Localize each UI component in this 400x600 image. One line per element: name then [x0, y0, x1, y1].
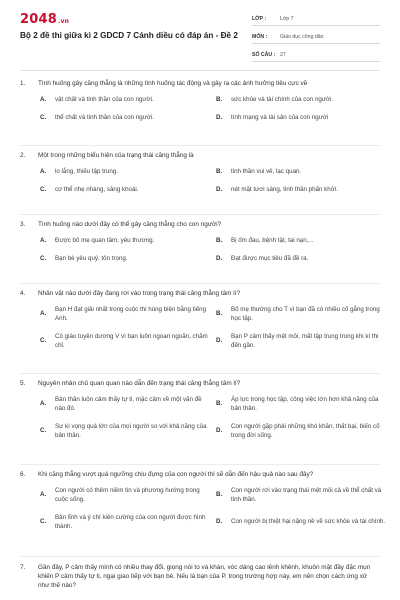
option-d[interactable]: D. Bạn P cảm thấy mệt mỏi, mất tập trung trong khi kì thi đến gần. [216, 332, 379, 349]
question-divider [20, 464, 380, 465]
question-4 [20, 290, 380, 351]
question-text: Tình huống gây căng thẳng là những tình huống tác động và gây ra các ảnh hưởng tiêu cực về [38, 80, 308, 87]
option-d[interactable]: D. Đạt được mục tiêu đã đề ra. [216, 254, 309, 262]
question-text: Khi căng thẳng vượt quá ngưỡng chịu đựng của con người thì sẽ dẫn đến hậu quả nào sau đây? [38, 471, 314, 478]
meta-question-count: SỐ CÂU : 27 [252, 48, 380, 62]
question-divider [20, 283, 380, 284]
option-c[interactable]: C. Cô giáo tuyên dương V vì bạn luôn ngoan ngoãn, chăm chỉ. [40, 332, 208, 349]
question-divider [20, 214, 380, 215]
question-number: 3. [20, 221, 26, 228]
option-c[interactable]: C. Sự kì vọng quá lớn của mọi người so với khả năng của bản thân. [40, 422, 207, 439]
question-number: 7. [20, 564, 26, 571]
option-d[interactable]: D. Con người bị thiệt hại nặng nề về sức khỏe và tài chính. [216, 518, 386, 526]
document-meta [252, 12, 380, 62]
option-a[interactable]: A. Được bố mẹ quan tâm, yêu thương. [40, 236, 155, 244]
option-d[interactable]: D. Con người gặp phải những khó khăn, thất bại, biến cố trong đời sống. [216, 422, 380, 439]
question-text: Nguyên nhân chủ quan quan nào dẫn đến trạng thái căng thẳng tâm lí? [38, 380, 241, 387]
option-a[interactable]: A. lo lắng, thiếu tập trung. [40, 167, 118, 175]
document-header [0, 0, 400, 70]
question-divider [20, 145, 380, 146]
option-b[interactable]: B. tinh thần vui vẻ, lạc quan. [216, 167, 302, 175]
question-number: 1. [20, 80, 26, 87]
option-c[interactable]: C. Bạn bè yêu quý, tôn trọng. [40, 254, 128, 262]
question-number: 6. [20, 471, 26, 478]
question-2 [20, 152, 380, 195]
question-text: Một trong những biểu hiện của trạng thái căng thẳng là [38, 152, 194, 159]
site-logo[interactable]: 2048.vn [20, 12, 70, 27]
question-divider [20, 556, 380, 557]
option-d[interactable]: D. tính mạng và tài sản của con người [216, 113, 329, 121]
option-b[interactable]: B. sức khỏe và tài chính của con người. [216, 95, 334, 103]
option-d[interactable]: D. nét mặt tươi sáng, tinh thần phấn khởi. [216, 185, 338, 193]
option-a[interactable]: A. Bản thân luôn cảm thấy tự ti, mặc cảm về một vấn đề nào đó. [40, 395, 202, 412]
question-text: Gần đây, P cảm thấy mình có nhiều thay đổi, giọng nói to và khàn, vóc dáng cao lênh khênh, khuôn mặt đầy đặc mụn khiến P cảm thấy tự ti, ngại giao tiếp với bạn bè. Nếu là bạn của P, trong trường hợp này, em nên chọn cách ứng xử như thế nào? [38, 564, 371, 589]
question-6 [20, 471, 386, 532]
question-text: Nhân vật nào dưới đây đang rơi vào trong trạng thái căng thẳng tâm lí? [38, 290, 241, 297]
question-1 [20, 80, 380, 123]
option-a[interactable]: A. Con người có thêm niềm tin và phương hướng trong cuộc sống. [40, 486, 200, 503]
meta-subject: MÔN : Giáo dục công dân [252, 30, 380, 44]
option-c[interactable]: C. Bản lĩnh và ý chí kiên cường của con người được hình thành. [40, 513, 206, 530]
question-text: Tình huống nào dưới đây có thể gây căng thẳng cho con người? [38, 221, 222, 228]
option-b[interactable]: B. Áp lực trong học tập, công việc lớn hơn khả năng của bản thân. [216, 395, 379, 412]
question-divider [20, 373, 380, 374]
document-title: Bộ 2 đề thi giữa kì 2 GDCD 7 Cánh diều có đáp án - Đề 2 [20, 31, 238, 40]
option-b[interactable]: B. Con người rơi vào trạng thái mệt mỏi cả về thể chất và tinh thần. [216, 486, 382, 503]
question-3 [20, 221, 380, 264]
option-a[interactable]: A. vật chất và tinh thần của con người. [40, 95, 154, 103]
question-number: 5. [20, 380, 26, 387]
header-divider [20, 70, 380, 71]
option-b[interactable]: B. Bị ốm đau, bệnh tật, tai nạn,... [216, 236, 314, 244]
option-c[interactable]: C. cơ thể nhẹ nhàng, sảng khoái. [40, 185, 139, 193]
option-c[interactable]: C. thể chất và tinh thần của con người. [40, 113, 155, 121]
question-7 [20, 564, 380, 591]
question-number: 4. [20, 290, 26, 297]
option-a[interactable]: A. Bạn H đạt giải nhất trong cuộc thi hùng biện bằng tiếng Anh. [40, 305, 207, 322]
meta-class: LỚP : Lớp 7 [252, 12, 380, 26]
question-number: 2. [20, 152, 26, 159]
option-b[interactable]: B. Bố mẹ thường cho T vì bạn đã có nhiều cố gắng trong học tập. [216, 305, 380, 322]
question-5 [20, 380, 380, 441]
